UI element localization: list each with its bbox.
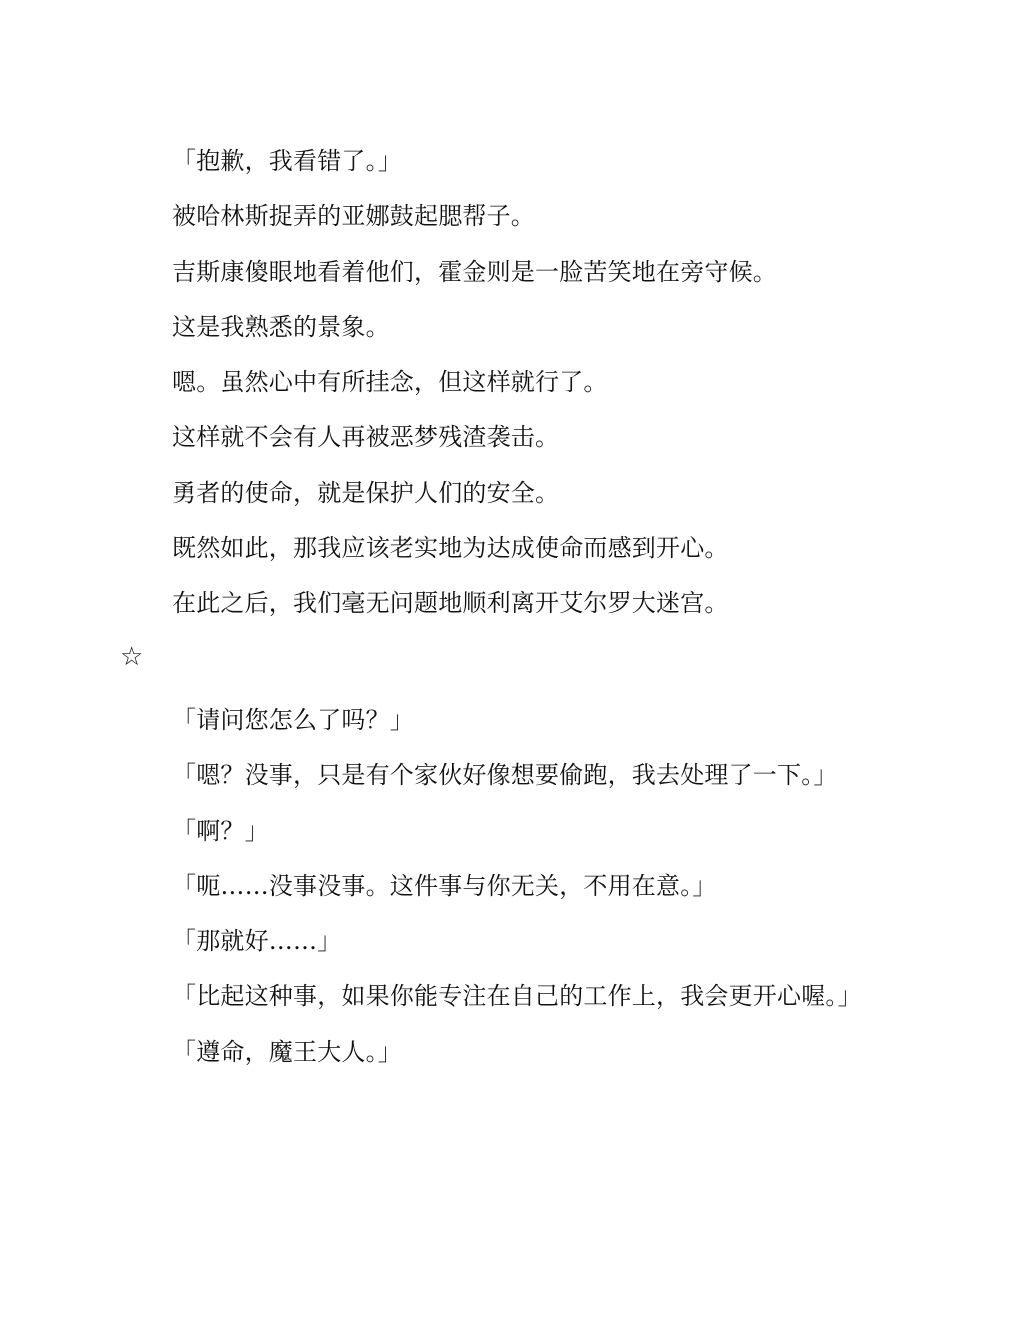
dialogue-line: 「呃……没事没事。这件事与你无关，不用在意。」 — [172, 871, 717, 900]
dialogue-line: 「啊？」 — [172, 816, 269, 845]
paragraph: 勇者的使命，就是保护人们的安全。 — [172, 478, 560, 507]
section-before-break — [0, 141, 1020, 639]
paragraph: 嗯。虽然心中有所挂念，但这样就行了。 — [172, 368, 608, 397]
paragraph: 被哈林斯捉弄的亚娜鼓起腮帮子。 — [172, 202, 535, 231]
scene-break-star-icon: ☆ — [120, 642, 144, 672]
dialogue-line: 「嗯？没事，只是有个家伙好像想要偷跑，我去处理了一下。」 — [172, 761, 838, 790]
paragraph: 吉斯康傻眼地看着他们，霍金则是一脸苦笑地在旁守候。 — [172, 257, 777, 286]
paragraph: 在此之后，我们毫无问题地顺利离开艾尔罗大迷宫。 — [172, 589, 729, 618]
dialogue-line: 「那就好……」 — [172, 927, 342, 956]
paragraph: 这样就不会有人再被恶梦残渣袭击。 — [172, 423, 560, 452]
dialogue-line: 「请问您怎么了吗？」 — [172, 706, 414, 734]
dialogue-line: 「遵命，魔王大人。」 — [172, 1037, 402, 1066]
paragraph: 「抱歉，我看错了。」 — [172, 147, 402, 175]
paragraph: 既然如此，那我应该老实地为达成使命而感到开心。 — [172, 534, 729, 563]
section-after-break — [0, 700, 1020, 1087]
dialogue-line: 「比起这种事，如果你能专注在自己的工作上，我会更开心喔。」 — [172, 982, 862, 1011]
paragraph: 这是我熟悉的景象。 — [172, 312, 390, 341]
